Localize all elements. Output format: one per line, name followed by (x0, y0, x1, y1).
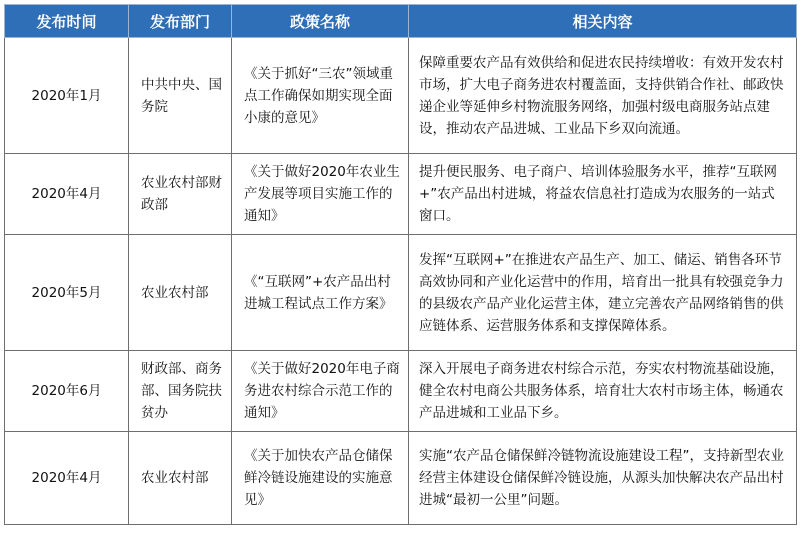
cell-date: 2020年5月 (5, 235, 129, 351)
cell-date: 2020年4月 (5, 432, 129, 525)
header-date: 发布时间 (5, 5, 129, 38)
cell-date: 2020年6月 (5, 351, 129, 432)
header-content: 相关内容 (409, 5, 797, 38)
table-header-row (5, 5, 797, 38)
cell-date: 2020年4月 (5, 154, 129, 235)
header-policy: 政策名称 (232, 5, 409, 38)
header-dept: 发布部门 (129, 5, 232, 38)
cell-dept: 财政部、商务部、国务院扶贫办 (129, 351, 232, 432)
cell-content: 发挥“互联网+”在推进农产品生产、加工、储运、销售各环节高效协同和产业化运营中的作用，培育出一批具有较强竞争力的县级农产品产业化运营主体，建立完善农产品网络销售的供应链体系、运营服务体系和支撑保障体系。 (409, 235, 797, 351)
policy-table-container (4, 4, 796, 525)
cell-policy: 《关于抓好“三农”领域重点工作确保如期实现全面小康的意见》 (232, 38, 409, 154)
cell-policy: 《“互联网”+农产品出村进城工程试点工作方案》 (232, 235, 409, 351)
cell-content: 实施“农产品仓储保鲜冷链物流设施建设工程”，支持新型农业经营主体建设仓储保鲜冷链设施，从源头加快解决农产品出村进城“最初一公里”问题。 (409, 432, 797, 525)
table-row (5, 38, 797, 154)
cell-dept: 农业农村部 (129, 235, 232, 351)
cell-content: 提升便民服务、电子商户、培训体验服务水平，推荐“互联网+”农产品出村进城，将益农信息社打造成为农服务的一站式窗口。 (409, 154, 797, 235)
cell-dept: 农业农村部财政部 (129, 154, 232, 235)
cell-content: 保障重要农产品有效供给和促进农民持续增收：有效开发农村市场，扩大电子商务进农村覆盖面，支持供销合作社、邮政快递企业等延伸乡村物流服务网络，加强村级电商服务站点建设，推动农产品进城、工业品下乡双向流通。 (409, 38, 797, 154)
table-row (5, 235, 797, 351)
cell-date: 2020年1月 (5, 38, 129, 154)
cell-policy: 《关于做好2020年电子商务进农村综合示范工作的通知》 (232, 351, 409, 432)
cell-policy: 《关于加快农产品仓储保鲜冷链设施建设的实施意见》 (232, 432, 409, 525)
table-row (5, 351, 797, 432)
cell-policy: 《关于做好2020年农业生产发展等项目实施工作的通知》 (232, 154, 409, 235)
table-row (5, 432, 797, 525)
cell-dept: 中共中央、国务院 (129, 38, 232, 154)
cell-dept: 农业农村部 (129, 432, 232, 525)
cell-content: 深入开展电子商务进农村综合示范，夯实农村物流基础设施，健全农村电商公共服务体系，培育壮大农村市场主体，畅通农产品进城和工业品下乡。 (409, 351, 797, 432)
policy-table (4, 4, 797, 525)
table-row (5, 154, 797, 235)
